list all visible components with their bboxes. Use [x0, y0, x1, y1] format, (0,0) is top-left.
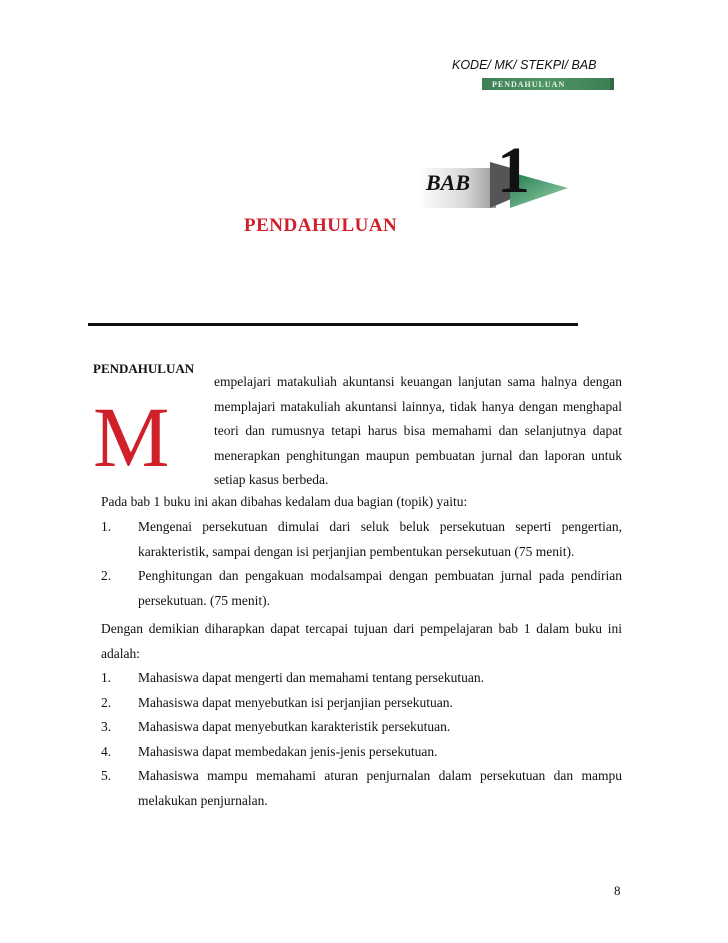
list-item: [101, 564, 622, 613]
list-item-number: 2.: [101, 568, 112, 583]
list-item: [101, 740, 622, 765]
topics-list: [101, 515, 622, 613]
page-number: 8: [614, 883, 621, 898]
list-item-text: Mahasiswa mampu memahami aturan penjurnalan dalam persekutuan dan mampu melakukan penjurnalan.: [138, 768, 622, 808]
chapter-title: PENDAHULUAN: [244, 215, 398, 236]
header-subtitle: PENDAHULUAN: [492, 80, 566, 89]
list-item-text: Mahasiswa dapat mengerti dan memahami tentang persekutuan.: [138, 670, 485, 685]
section-side-label: PENDAHULUAN: [93, 361, 195, 376]
list-item-number: 3.: [101, 719, 112, 734]
list-item-number: 2.: [101, 694, 112, 710]
list-item: [101, 666, 622, 691]
topics-intro: Pada bab 1 buku ini akan dibahas kedalam dua bagian (topik) yaitu:: [101, 494, 468, 509]
lead-paragraph: empelajari matakuliah akuntansi keuangan lanjutan sama halnya dengan memplajari matakuliah akuntansi lainnya, tidak hanya dengan menghapal teori dan rumusnya tetapi harus bisa memahami dan selanjutnya dapat menerapkan penghitungan maupun pembuatan jurnal dan laporan untuk setiap kasus berbeda.: [214, 374, 622, 487]
list-item-text: Mahasiswa dapat menyebutkan karakteristik persekutuan.: [138, 719, 451, 734]
document-code: KODE/ MK/ STEKPI/ BAB: [452, 58, 597, 72]
list-item-text: Mahasiswa dapat membedakan jenis-jenis persekutuan.: [138, 743, 438, 759]
list-item-text: Penghitungan dan pengakuan modalsampai dengan pembuatan jurnal pada pendirian persekutuan. (75 menit).: [138, 568, 622, 608]
goals-list: [101, 666, 622, 813]
list-item: [101, 515, 622, 564]
list-item-number: 1.: [101, 519, 112, 534]
section-divider: [88, 323, 578, 326]
goals-intro: Dengan demikian diharapkan dapat tercapai tujuan dari pempelajaran bab 1 dalam buku ini adalah:: [101, 621, 622, 661]
list-item-text: Mengenai persekutuan dimulai dari seluk beluk persekutuan seperti pengertian, karakteristik, sampai dengan isi perjanjian pembentukan persekutuan (75 menit).: [138, 519, 622, 559]
list-item-number: 4.: [101, 743, 112, 759]
list-item-number: 5.: [101, 768, 112, 783]
list-item: [101, 715, 622, 740]
list-item-number: 1.: [101, 670, 112, 685]
list-item: [101, 691, 622, 716]
list-item-text: Mahasiswa dapat menyebutkan isi perjanjian persekutuan.: [138, 694, 453, 710]
drop-cap-letter: M: [93, 389, 170, 485]
chapter-number: 1: [497, 134, 530, 207]
chapter-label: BAB: [426, 170, 471, 195]
list-item: [101, 764, 622, 813]
